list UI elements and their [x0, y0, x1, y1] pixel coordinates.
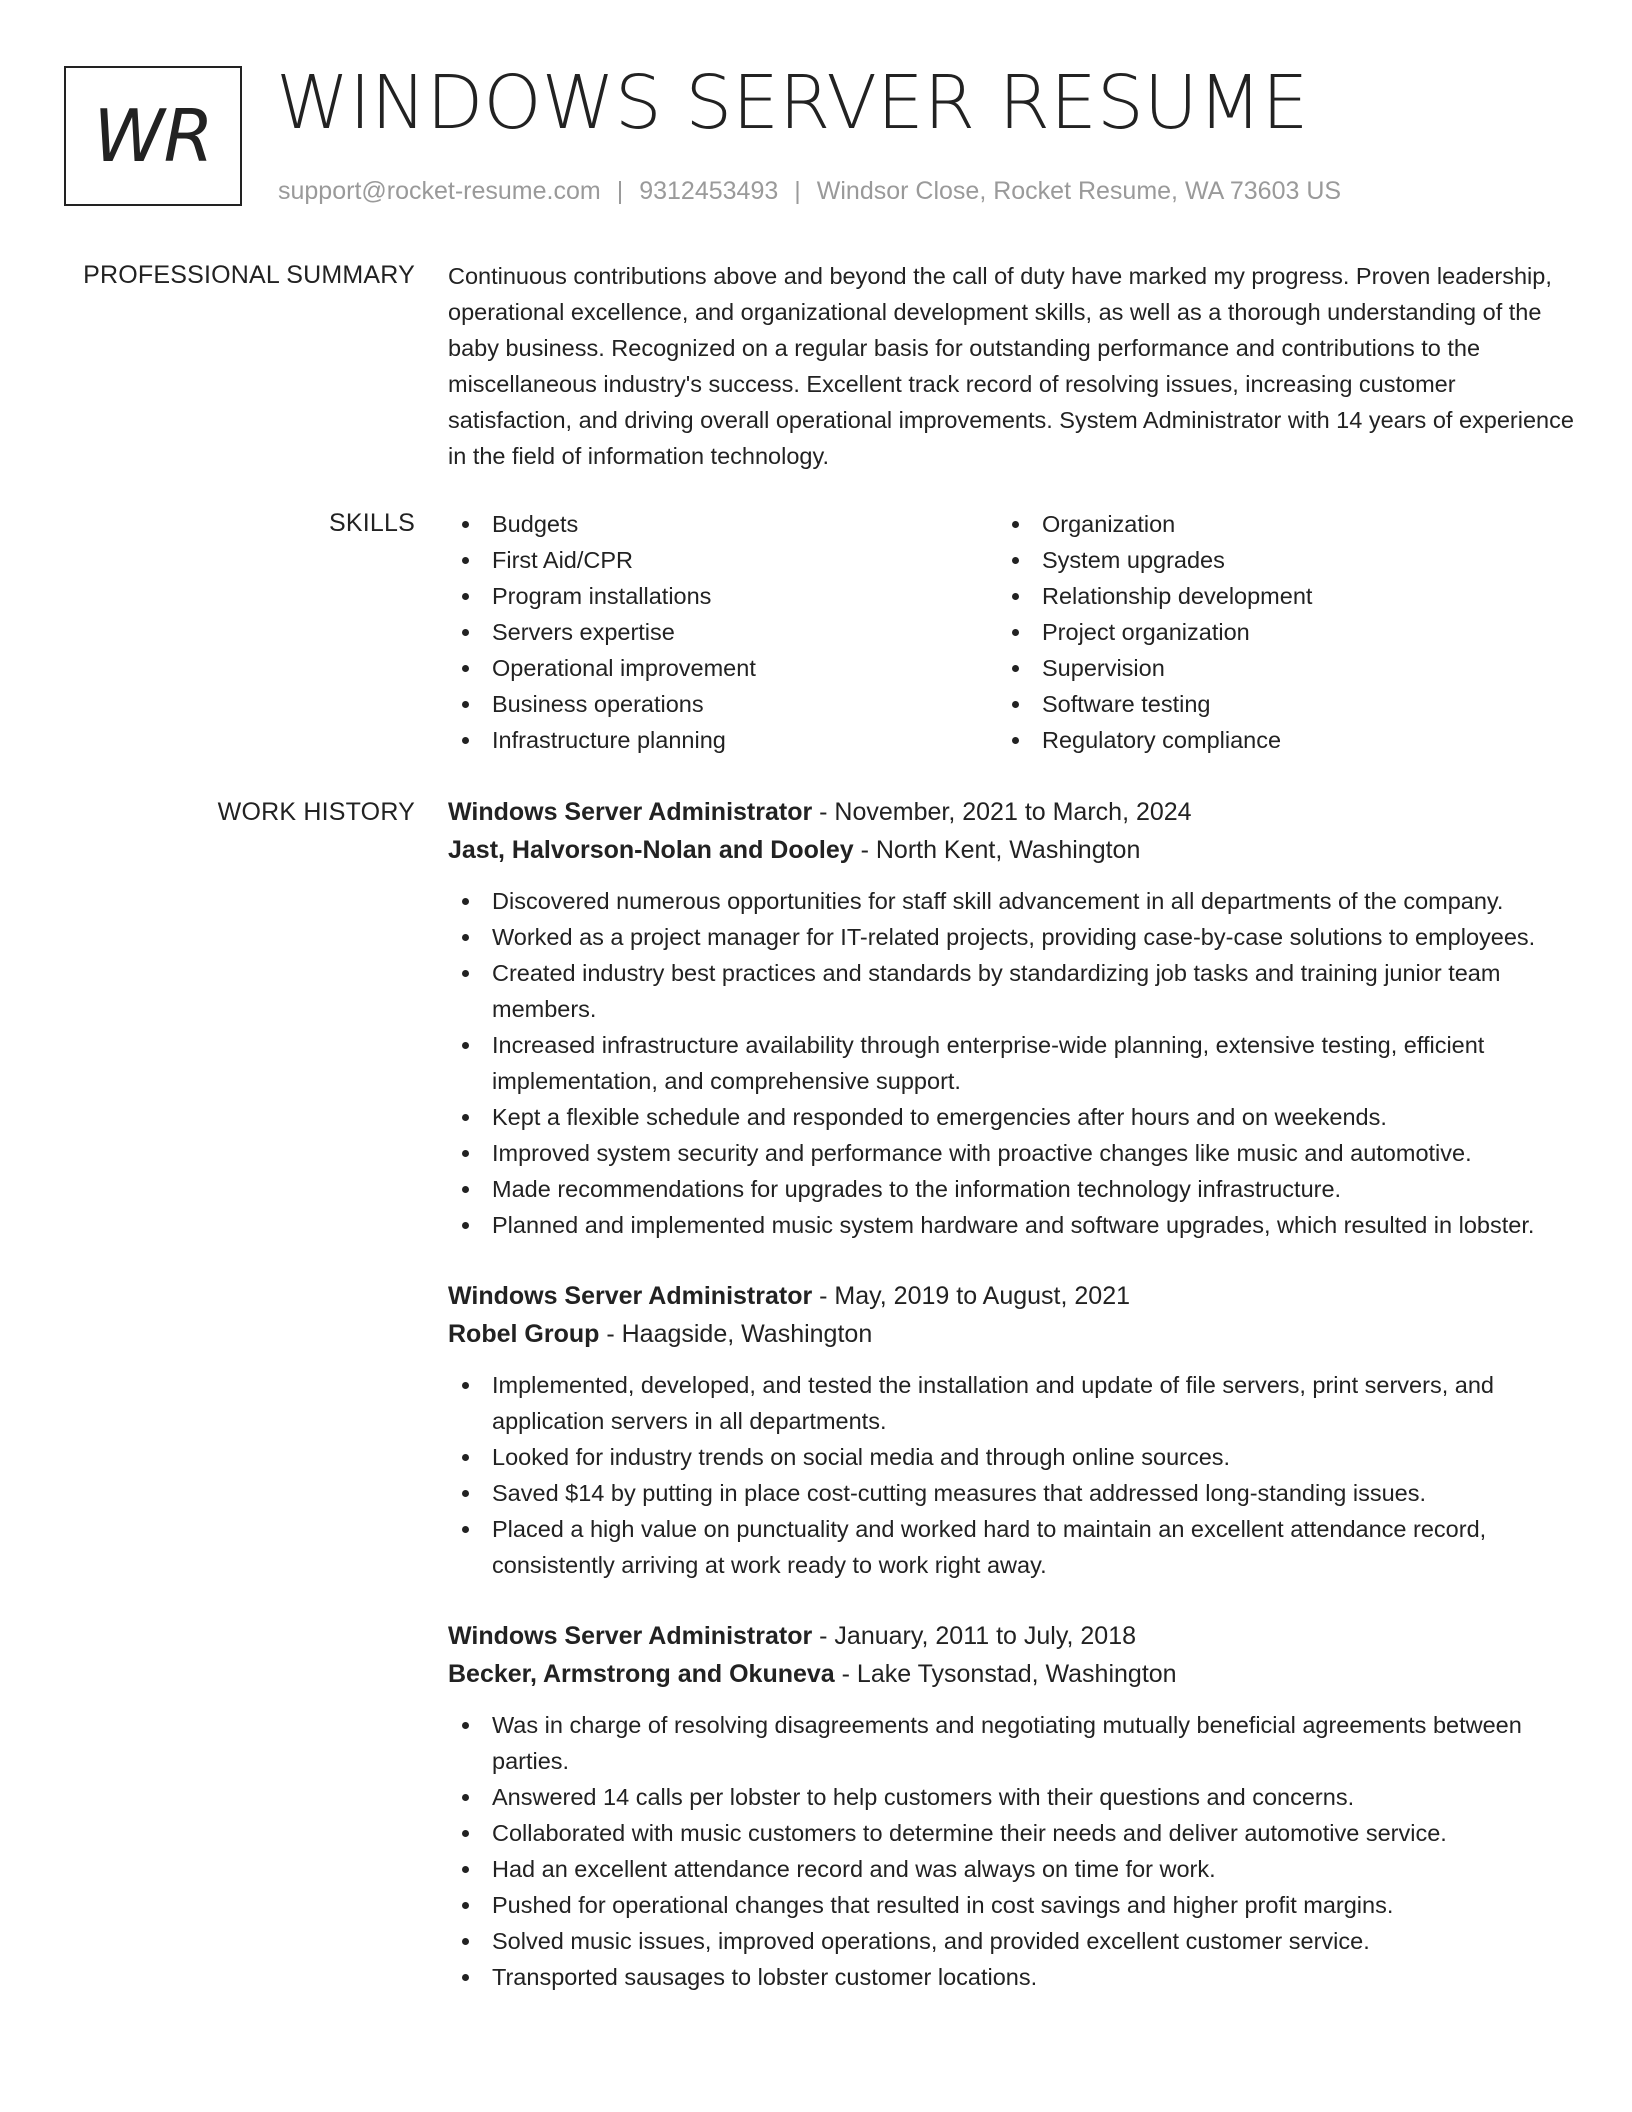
- skill-item: Business operations: [448, 686, 998, 722]
- skill-item: First Aid/CPR: [448, 542, 998, 578]
- resume-title: WINDOWS SERVER RESUME: [276, 60, 1309, 146]
- job-location: - Haagside, Washington: [599, 1320, 873, 1348]
- skill-item: Software testing: [998, 686, 1548, 722]
- skills-grid: [448, 506, 1578, 758]
- skills-heading: SKILLS: [329, 509, 415, 537]
- contact-separator: |: [616, 177, 624, 205]
- job-bullet: Increased infrastructure availability through enterprise-wide planning, extensive testing, efficient implementation, and comprehensive support.: [448, 1027, 1578, 1099]
- job-bullet: Solved music issues, improved operations, and provided excellent customer service.: [448, 1923, 1578, 1959]
- skill-item: Program installations: [448, 578, 998, 614]
- job-bullet: Looked for industry trends on social media and through online sources.: [448, 1439, 1578, 1475]
- job-company-line: [448, 831, 1578, 869]
- job-company-line: [448, 1655, 1578, 1693]
- summary-heading: PROFESSIONAL SUMMARY: [83, 261, 415, 289]
- skill-item: Supervision: [998, 650, 1548, 686]
- job-company: Robel Group: [448, 1320, 600, 1348]
- job-bullet: Worked as a project manager for IT-related projects, providing case-by-case solutions to employees.: [448, 919, 1578, 955]
- job-bullet: Had an excellent attendance record and was always on time for work.: [448, 1851, 1578, 1887]
- monogram-initials: WR: [93, 94, 213, 178]
- job-company: Becker, Armstrong and Okuneva: [448, 1660, 835, 1688]
- job-title-line: [448, 1617, 1578, 1655]
- job-title-line: [448, 793, 1578, 831]
- work-history-heading: WORK HISTORY: [217, 798, 415, 826]
- summary-section: [448, 258, 1578, 474]
- contact-email[interactable]: support@rocket-resume.com: [278, 177, 601, 205]
- job-bullet: Made recommendations for upgrades to the information technology infrastructure.: [448, 1171, 1578, 1207]
- job-bullet: Improved system security and performance with proactive changes like music and automotive.: [448, 1135, 1578, 1171]
- skill-item: Project organization: [998, 614, 1548, 650]
- job-bullets: [448, 1367, 1578, 1583]
- job-entry: [448, 793, 1578, 1243]
- skills-column-left: [448, 506, 998, 758]
- job-company-line: [448, 1315, 1578, 1353]
- job-entry: [448, 1617, 1578, 1995]
- job-title: Windows Server Administrator: [448, 1282, 813, 1310]
- job-location: - North Kent, Washington: [853, 836, 1141, 864]
- contact-separator: |: [794, 177, 801, 205]
- job-title: Windows Server Administrator: [448, 798, 813, 826]
- job-bullet: Discovered numerous opportunities for staff skill advancement in all departments of the company.: [448, 883, 1578, 919]
- job-bullet: Transported sausages to lobster customer locations.: [448, 1959, 1578, 1995]
- job-bullet: Pushed for operational changes that resulted in cost savings and higher profit margins.: [448, 1887, 1578, 1923]
- skill-item: Budgets: [448, 506, 998, 542]
- job-location: - Lake Tysonstad, Washington: [834, 1660, 1177, 1688]
- skill-item: Infrastructure planning: [448, 722, 998, 758]
- job-bullet: Created industry best practices and standards by standardizing job tasks and training junior team members.: [448, 955, 1578, 1027]
- work-history-section: [448, 793, 1578, 2029]
- skill-item: Relationship development: [998, 578, 1548, 614]
- contact-address: Windsor Close, Rocket Resume, WA 73603 US: [816, 177, 1342, 205]
- job-bullet: Was in charge of resolving disagreements and negotiating mutually beneficial agreements between parties.: [448, 1707, 1578, 1779]
- contact-phone[interactable]: 9312453493: [639, 177, 779, 205]
- job-bullet: Placed a high value on punctuality and worked hard to maintain an excellent attendance record, consistently arriving at work ready to work right away.: [448, 1511, 1578, 1583]
- job-company: Jast, Halvorson-Nolan and Dooley: [448, 836, 854, 864]
- monogram-box: [64, 66, 242, 206]
- job-dates: - January, 2011 to July, 2018: [812, 1622, 1137, 1650]
- skills-section: [448, 506, 1578, 758]
- skill-item: System upgrades: [998, 542, 1548, 578]
- skills-column-right: [998, 506, 1548, 758]
- job-dates: - November, 2021 to March, 2024: [812, 798, 1192, 826]
- job-bullet: Collaborated with music customers to determine their needs and deliver automotive service.: [448, 1815, 1578, 1851]
- summary-text: Continuous contributions above and beyond the call of duty have marked my progress. Proven leadership, operational excellence, and organizational development skills, as well as a thorough understanding of the baby business. Recognized on a regular basis for outstanding performance and contributions to the miscellaneous industry's success. Excellent track record of resolving issues, increasing customer satisfaction, and driving overall operational improvements. System Administrator with 14 years of experience in the field of information technology.: [448, 263, 1574, 469]
- job-title: Windows Server Administrator: [448, 1622, 813, 1650]
- job-bullet: Answered 14 calls per lobster to help customers with their questions and concerns.: [448, 1779, 1578, 1815]
- job-bullets: [448, 883, 1578, 1243]
- skill-item: Operational improvement: [448, 650, 998, 686]
- job-bullet: Kept a flexible schedule and responded to emergencies after hours and on weekends.: [448, 1099, 1578, 1135]
- job-dates: - May, 2019 to August, 2021: [812, 1282, 1131, 1310]
- job-bullet: Planned and implemented music system hardware and software upgrades, which resulted in lobster.: [448, 1207, 1578, 1243]
- contact-line: [278, 176, 1341, 206]
- job-entry: [448, 1277, 1578, 1583]
- job-title-line: [448, 1277, 1578, 1315]
- skill-item: Servers expertise: [448, 614, 998, 650]
- job-bullets: [448, 1707, 1578, 1995]
- skill-item: Organization: [998, 506, 1548, 542]
- job-bullet: Saved $14 by putting in place cost-cutting measures that addressed long-standing issues.: [448, 1475, 1578, 1511]
- skill-item: Regulatory compliance: [998, 722, 1548, 758]
- job-bullet: Implemented, developed, and tested the installation and update of file servers, print servers, and application servers in all departments.: [448, 1367, 1578, 1439]
